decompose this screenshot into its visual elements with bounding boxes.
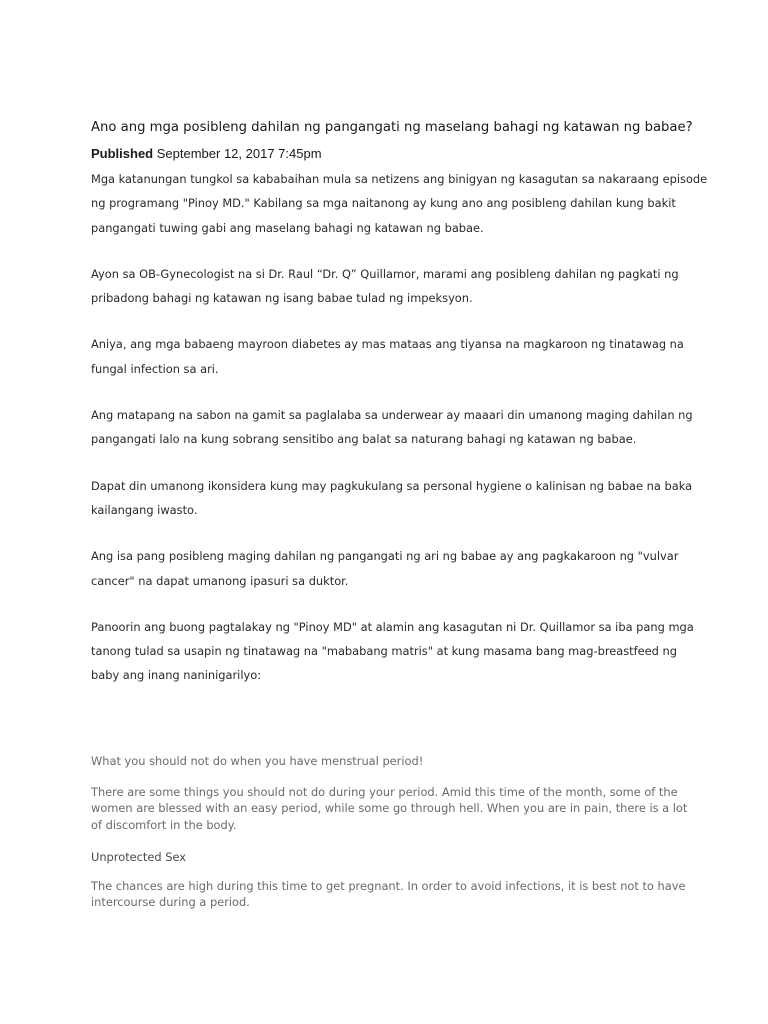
section-intro-line: of discomfort in the body. — [91, 817, 237, 832]
section-body-line: The chances are high during this time to get pregnant. In order to avoid infections, it is best not to have — [91, 878, 686, 893]
paragraph-line: Dapat din umanong ikonsidera kung may pagkukulang sa personal hygiene o kalinisan ng babae na baka — [91, 478, 693, 493]
paragraph-line: Aniya, ang mga babaeng mayroon diabetes ay mas mataas ang tiyansa na magkaroon ng tinatawag na — [91, 337, 684, 352]
published-line — [91, 145, 691, 163]
paragraph-3 — [91, 332, 691, 381]
article-title: Ano ang mga posibleng dahilan ng pangangati ng maselang bahagi ng katawan ng babae? — [91, 120, 693, 135]
section-subheading: Unprotected Sex — [91, 849, 187, 864]
menstrual-section — [91, 752, 691, 925]
paragraph-6 — [91, 544, 691, 593]
paragraph-1 — [91, 167, 708, 240]
section-heading: What you should not do when you have menstrual period! — [91, 754, 424, 768]
section-intro-line: There are some things you should not do during your period. Amid this time of the month, some of the — [91, 785, 678, 799]
section-intro — [91, 784, 691, 833]
paragraph-line: pangangati lalo na kung sobrang sensitibo ang balat sa naturang bahagi ng katawan ng babae. — [91, 432, 637, 447]
paragraph-line: fungal infection sa ari. — [91, 361, 219, 376]
article — [91, 118, 708, 710]
paragraph-7 — [91, 615, 694, 688]
section-intro-line: women are blessed with an easy period, while some go through hell. When you are in pain, there is a lot — [91, 801, 688, 816]
section-body — [91, 878, 691, 911]
paragraph-line: Mga katanungan tungkol sa kababaihan mula sa netizens ang binigyan ng kasagutan sa nakaraang episode — [91, 172, 708, 186]
paragraph-line: kailangang iwasto. — [91, 502, 198, 517]
paragraph-line: Panoorin ang buong pagtalakay ng "Pinoy MD" at alamin ang kasagutan ni Dr. Quillamor sa iba pang mga — [91, 619, 694, 634]
paragraph-line: ng programang "Pinoy MD." Kabilang sa mga naitanong ay kung ano ang posibleng dahilan kung bakit — [91, 196, 676, 211]
paragraph-line: pangangati tuwing gabi ang maselang bahagi ng katawan ng babae. — [91, 220, 484, 235]
paragraph-line: Ayon sa OB-Gynecologist na si Dr. Raul “Dr. Q” Quillamor, marami ang posibleng dahilan ng pagkati ng — [91, 266, 679, 281]
paragraph-line: pribadong bahagi ng katawan ng isang babae tulad ng impeksyon. — [91, 291, 473, 306]
published-label: Published — [91, 146, 154, 161]
paragraph-line: Ang matapang na sabon na gamit sa paglalaba sa underwear ay maaari din umanong maging dahilan ng — [91, 408, 693, 423]
paragraph-line: baby ang inang naninigarilyo: — [91, 668, 262, 683]
paragraph-line: tanong tulad sa usapin ng tinatawag na "mababang matris" at kung masama bang mag-breastfeed ng — [91, 644, 677, 659]
paragraph-line: cancer" na dapat umanong ipasuri sa duktor. — [91, 573, 349, 588]
published-date: September 12, 2017 7:45pm — [156, 146, 322, 161]
paragraph-4 — [91, 403, 691, 452]
paragraph-5 — [91, 474, 691, 523]
section-body-line: intercourse during a period. — [91, 895, 250, 910]
paragraph-line: Ang isa pang posibleng maging dahilan ng pangangati ng ari ng babae ay ang pagkakaroon ng "vulvar — [91, 549, 679, 564]
paragraph-2 — [91, 262, 691, 311]
